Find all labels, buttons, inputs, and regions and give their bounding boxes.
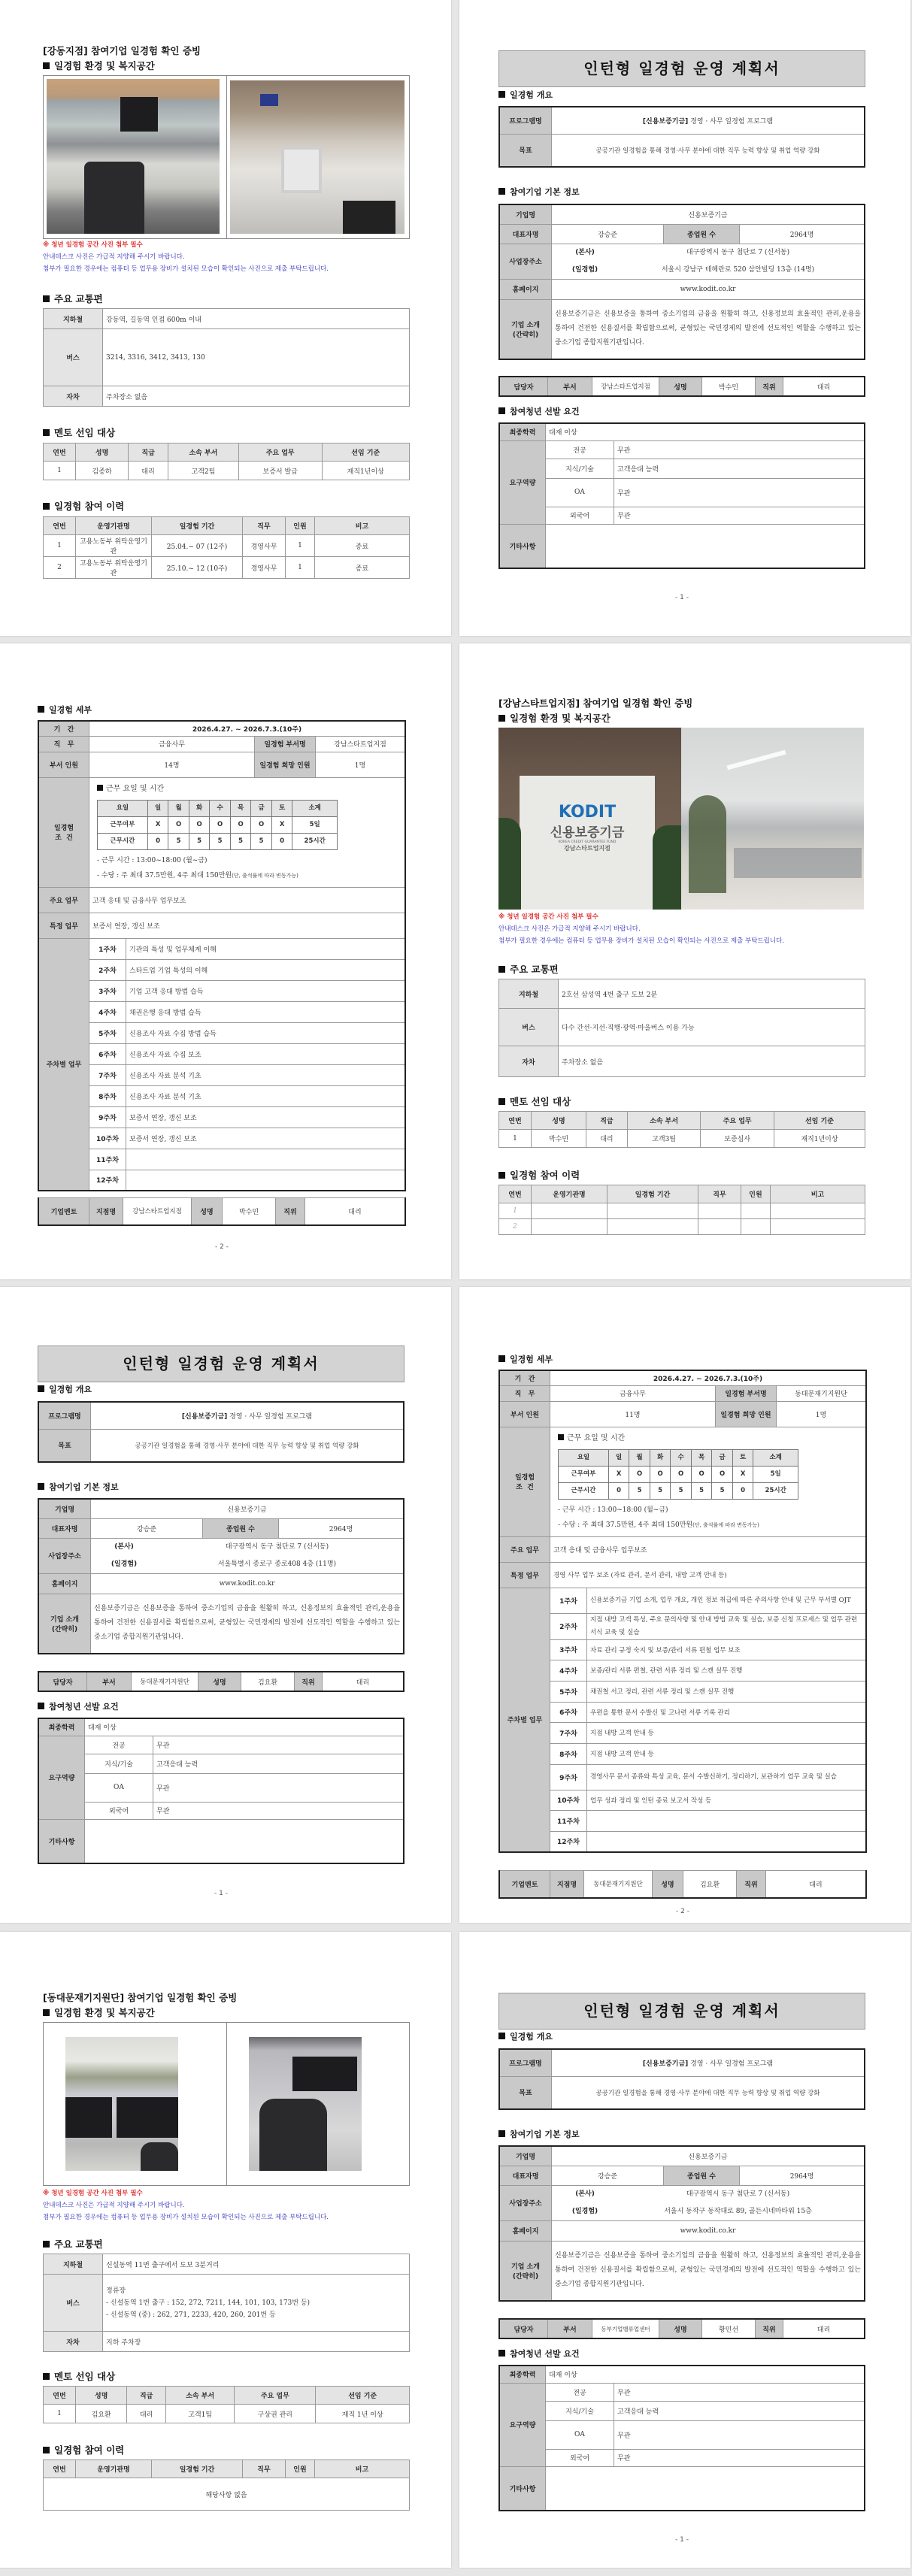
section-mentor: 멘토 선임 대상 xyxy=(43,2369,115,2383)
transport-table: 지하철 신설동역 11번 출구에서 도보 3분거리 버스 정류장 - 신설동역 1번 출구 : 152, 272, 7211, 144, 101, 103, 173번 등) - 신설동역 (중) : 262, 271, 2233, 420, 260, 201번 등 자차 지하 주차장 xyxy=(43,2254,410,2352)
table-row: 1 김종하 대리 고객2팀 보증서 발급 재직1년이상 xyxy=(44,462,410,480)
section-requirements: 참여청년 선발 요건 xyxy=(498,2347,580,2360)
schedule-table: 요일 일 월 화 수 목 금 토 소계 근무여부 X O O O O O X 5일 근무시간 0 5 5 5 5 5 0 25시간 xyxy=(558,1449,798,1500)
mentor-footer-table: 기업멘토 지점명 강남스타트업지점 성명 박수민 직위 대리 xyxy=(38,1197,406,1226)
company-table: 기업명 신용보증기금 대표자명 강승준 종업원 수 2964명 사업장주소 (본사) 대구광역시 동구 첨단로 7 (신서동) (일경험) 서울시 강남구 테헤란로 520 삼안빌딩 13층 (14명) 홈페이지 www.kodit.co.kr 기업 소개 (간략히) 신용보증기금은 신용보증을 통하여 중소기업의 금융을 원활히 하고, 신용정보의 효율적인 관리,운용을 통하여 건전한 신용질서를 확립함으로써, 균형있는 국민경제의 발전에 선도적인 역할을 수행하고 있는 중소기업 종합지원기관입니다. xyxy=(498,204,865,360)
photo-frame xyxy=(43,75,410,239)
office-chair-photo xyxy=(249,2037,362,2171)
overview-table: 프로그램명 [신용보증기금] 경영 · 사무 일경험 프로그램 목표 공공기관 일경험을 통해 경영·사무 분야에 대한 직무 능력 향상 및 취업 역량 강화 xyxy=(498,2048,865,2110)
evidence-heading: [강남스타트업지점] 참여기업 일경험 확인 증빙 xyxy=(498,698,693,709)
table-row: 1 xyxy=(499,1203,865,1219)
table-row: 1 김요환 대리 고객1팀 구상권 관리 재직 1년 이상 xyxy=(44,2405,410,2423)
detail-table: 기 간 2026.4.27. ~ 2026.7.3.(10주) 직 무 금융사무 일경험 부서명 강남스타트업지점 부서 인원 14명 일경험 희망 인원 1명 일경험 조 건 근무 요일 및 시간 요일 일 월 화 수 목 금 토 소계 근무여부 X O O O O O X 5일 근무시간 0 5 5 5 5 5 0 25시간 - 근무 시간 : 13:00~18:00 (월~금) - 수당 : 주 최대 37.5만원, 4주 최대 150만원(단, 출석률에 따라 변동가능) 주요 업무 고객 응대 및 금융사무 업무보조 특정 업무 보증서 연장, 갱신 보조 주차별 업무 1주차 기관의 특성 및 업무체계 이해 2주차 스타트업 기업 특성의 이해 3주차 기업 고객 응대 방법 습득 4주차 채권은행 응대 방법 습득 5주차 신용조사 자료 수집 방법 습득 6주차 신용조사 자료 수집 보조 7주차 신용조사 자료 분석 기초 8주차 신용조사 자료 분석 기초 9주차 보증서 연장, 갱신 보조 10주차 보증서 연장, 갱신 보조 11주차 12주차 xyxy=(38,720,406,1191)
office-monitors-photo xyxy=(65,2037,178,2171)
table-row: 1 박수민 대리 고객3팀 보증심사 재직1년이상 xyxy=(499,1130,865,1148)
page-gangnam-evidence xyxy=(459,643,910,1279)
section-company: 참여기업 기본 정보 xyxy=(498,186,580,198)
photo-notes: ※ 청년 일경험 공간 사진 첨부 필수 안내데스크 사진은 가급적 지양해 주시기 바랍니다. 첨부가 필요한 경우에는 컴퓨터 등 업무용 장비가 설치된 모습이 확인되는 사진으로 제출 부탁드립니다. xyxy=(43,2190,329,2221)
page-number: - 1 - xyxy=(675,2536,689,2544)
section-company: 참여기업 기본 정보 xyxy=(38,1481,119,1493)
requirements-table: 최종학력 대재 이상 요구역량 전공 무관 지식/기술 고객응대 능력 OA 무관 외국어 무관 기타사항 xyxy=(498,422,865,569)
table-row: 1 고용노동부 위탁운영기관 25.04.~ 07 (12주) 경영사무 1 종료 xyxy=(44,535,410,557)
photo-notes: ※ 청년 일경험 공간 사진 첨부 필수 안내데스크 사진은 가급적 지양해 주시기 바랍니다. 첨부가 필요한 경우에는 컴퓨터 등 업무용 장비가 설치된 모습이 확인되는 사진으로 제출 부탁드립니다. xyxy=(498,913,784,945)
mentor-table: 연번 성명 직급 소속 부서 주요 업무 선임 기준 1 김요환 대리 고객1팀 구상권 관리 재직 1년 이상 xyxy=(43,2386,410,2423)
overview-table: 프로그램명 [신용보증기금] 경영 · 사무 일경험 프로그램 목표 공공기관 일경험을 통해 경영·사무 분야에 대한 직무 능력 향상 및 취업 역량 강화 xyxy=(498,106,865,168)
section-environment: 일경험 환경 및 복지공간 xyxy=(43,2005,155,2019)
section-mentor: 멘토 선임 대상 xyxy=(498,1094,571,1108)
page-gangnam-detail xyxy=(0,643,451,1279)
mentor-table: 연번 성명 직급 소속 부서 주요 업무 선임 기준 1 김종하 대리 고객2팀 보증서 발급 재직1년이상 xyxy=(43,443,410,480)
section-detail: 일경험 세부 xyxy=(38,704,92,716)
overview-table: 프로그램명 [신용보증기금] 경영 · 사무 일경험 프로그램 목표 공공기관 일경험을 통해 경영·사무 분야에 대한 직무 능력 향상 및 취업 역량 강화 xyxy=(38,1401,404,1463)
page-number: - 1 - xyxy=(214,1890,228,1897)
contact-table: 담당자 부서 강남스타트업지점 성명 박수민 직위 대리 xyxy=(498,376,865,397)
company-table: 기업명 신용보증기금 대표자명 강승준 종업원 수 2964명 사업장주소 (본사) 대구광역시 동구 첨단로 7 (신서동) (일경험) 서울특별시 종로구 종로408 4층 (11명) 홈페이지 www.kodit.co.kr 기업 소개 (간략히) 신용보증기금은 신용보증을 통하여 중소기업의 금융을 원활히 하고, 신용정보의 효율적인 관리,운용을 통하여 건전한 신용질서를 확립함으로써, 균형있는 국민경제의 발전에 선도적인 역할을 수행하고 있는 중소기업 종합지원기관입니다. xyxy=(38,1498,404,1654)
section-requirements: 참여청년 선발 요건 xyxy=(38,1700,119,1712)
photo-frame xyxy=(43,2022,410,2186)
page-title: 인턴형 일경험 운영 계획서 xyxy=(38,1346,404,1382)
section-overview: 일경험 개요 xyxy=(498,2030,553,2042)
page-title: 인턴형 일경험 운영 계획서 xyxy=(498,1993,865,2030)
section-transport: 주요 교통편 xyxy=(43,2237,103,2251)
company-table: 기업명 신용보증기금 대표자명 강승준 종업원 수 2964명 사업장주소 (본사) 대구광역시 동구 첨단로 7 (신서동) (일경험) 서울시 동작구 동작대로 89, 골든시네마타워 15층 홈페이지 www.kodit.co.kr 기업 소개 (간략히) 신용보증기금은 신용보증을 통하여 중소기업의 금융을 원활히 하고, 신용정보의 효율적인 관리,운용을 통하여 건전한 신용질서를 확립함으로써, 균형있는 국민경제의 발전에 선도적인 역할을 수행하고 있는 중소기업 종합지원기관입니다. xyxy=(498,2145,865,2302)
page-dongdaemun-evidence xyxy=(0,1932,451,2568)
office-floor-photo xyxy=(681,728,864,910)
section-company: 참여기업 기본 정보 xyxy=(498,2128,580,2140)
requirements-table: 최종학력 대재 이상 요구역량 전공 무관 지식/기술 고객응대 능력 OA 무관 외국어 무관 기타사항 xyxy=(498,2365,865,2511)
section-overview: 일경험 개요 xyxy=(498,89,553,101)
schedule-table: 요일 일 월 화 수 목 금 토 소계 근무여부 X O O O O O X 5일 근무시간 0 5 5 5 5 5 0 25시간 xyxy=(97,800,338,850)
section-history: 일경험 참여 이력 xyxy=(43,2443,124,2456)
table-row: 2 고용노동부 위탁운영기관 25.10.~ 12 (10주) 경영사무 1 종료 xyxy=(44,557,410,579)
section-history: 일경험 참여 이력 xyxy=(498,1168,580,1182)
section-transport: 주요 교통편 xyxy=(43,292,103,305)
section-environment: 일경험 환경 및 복지공간 xyxy=(43,59,155,72)
photo-notes: ※ 청년 일경험 공간 사진 첨부 필수 안내데스크 사진은 가급적 지양해 주시기 바랍니다. 첨부가 필요한 경우에는 컴퓨터 등 업무용 장비가 설치된 모습이 확인되는 사진으로 제출 부탁드립니다. xyxy=(43,241,329,273)
detail-table: 기 간 2026.4.27. ~ 2026.7.3.(10주) 직 무 금융사무 일경험 부서명 동대문재기지원단 부서 인원 11명 일경험 희망 인원 1명 일경험 조 건 근무 요일 및 시간 요일 일 월 화 수 목 금 토 소계 근무여부 X O O O O O X 5일 근무시간 0 5 5 5 5 5 0 25시간 - 근무 시간 : 13:00~18:00 (월~금) - 수당 : 주 최대 37.5만원, 4주 최대 150만원(단, 출석률에 따라 변동가능) 주요 업무 고객 응대 및 금융사무 업무보조 특정 업무 경영 사무 업무 보조 (자료 관리, 문서 관리, 내방 고객 안내 등) 주차별 업무 1주차 신용보증기금 기업 소개, 업무 개요, 개인 정보 취급에 따른 주의사항 안내 및 근무 부서별 OJT 2주차 지점 내방 고객 특성, 주요 문의사항 및 안내 방법 교육 및 실습, 보증 신청 프로세스 및 업무 관련 서식 교육 및 실습 3주차 자료 관리 규정 숙지 및 보증/관리 서류 편철 업무 보조 4주차 보증/관리 서류 편철, 관련 서류 정리 및 스캔 실무 진행 5주차 채권철 서고 정리, 관련 서류 정리 및 스캔 실무 진행 6주차 우편을 통한 문서 수발신 및 고나련 서류 기록 관리 7주차 지점 내방 고객 안내 등 8주차 지점 내방 고객 안내 등 9주차 경영사무 문서 종류와 특성 교육, 문서 수발신하기, 정리하기, 보관하기 업무 교육 및 실습 10주차 업무 성과 정리 및 인턴 종료 보고서 작성 등 11주차 12주차 xyxy=(498,1370,867,1853)
office-counter-photo xyxy=(230,80,404,234)
page-number: - 2 - xyxy=(676,1908,689,1915)
page-gangnam-plan xyxy=(459,0,910,636)
section-requirements: 참여청년 선발 요건 xyxy=(498,405,580,417)
section-environment: 일경험 환경 및 복지공간 xyxy=(498,711,611,725)
section-overview: 일경험 개요 xyxy=(38,1383,92,1395)
page-number: - 1 - xyxy=(675,594,689,601)
section-transport: 주요 교통편 xyxy=(498,962,559,976)
page-dongbu-plan xyxy=(459,1932,910,2568)
history-table: 연번 운영기관명 일경험 기간 직무 인원 비고 해당사항 없음 xyxy=(43,2459,410,2511)
section-history: 일경험 참여 이력 xyxy=(43,499,124,513)
page-dongdaemun-plan xyxy=(0,1287,451,1923)
table-row: 해당사항 없음 xyxy=(44,2478,410,2511)
mentor-footer-table: 기업멘토 지점명 동대문재기지원단 성명 김요환 직위 대리 xyxy=(498,1870,867,1899)
evidence-heading: [동대문재기지원단] 참여기업 일경험 확인 증빙 xyxy=(43,1992,238,2003)
office-desk-photo xyxy=(47,79,220,234)
table-row: 2 xyxy=(499,1219,865,1235)
page-number: - 2 - xyxy=(215,1243,229,1251)
history-table: 연번 운영기관명 일경험 기간 직무 인원 비고 1 2 xyxy=(498,1185,865,1235)
page-dongdaemun-detail xyxy=(459,1287,910,1923)
kodit-sign-photo: KODIT 신용보증기금 KOREA CREDIT GUARANTEE FUND 강남스타트업지점 xyxy=(498,728,681,910)
evidence-heading: [강동지점] 참여기업 일경험 확인 증빙 xyxy=(43,45,201,56)
page-gangdong-evidence xyxy=(0,0,451,636)
transport-table: 지하철 강동역, 길동역 인접 600m 이내 버스 3214, 3316, 3412, 3413, 130 자차 주차장소 없음 xyxy=(43,308,410,407)
history-table: 연번 운영기관명 일경험 기간 직무 인원 비고 1 고용노동부 위탁운영기관 25.04.~ 07 (12주) 경영사무 1 종료 2 고용노동부 위탁운영기관 25.10.~ 12 (10주) 경영사무 1 종료 xyxy=(43,516,410,579)
requirements-table: 최종학력 대재 이상 요구역량 전공 무관 지식/기술 고객응대 능력 OA 무관 외국어 무관 기타사항 xyxy=(38,1718,404,1864)
section-detail: 일경험 세부 xyxy=(498,1353,553,1365)
transport-table: 지하철 2호선 삼성역 4번 출구 도보 2분 버스 다수 간선·지선·직행·광역·마을버스 이용 가능 자차 주차장소 없음 xyxy=(498,979,865,1077)
page-title: 인턴형 일경험 운영 계획서 xyxy=(498,50,865,87)
photo-frame xyxy=(498,728,864,910)
contact-table: 담당자 부서 동대문재기지원단 성명 김요환 직위 대리 xyxy=(38,1671,404,1692)
section-mentor: 멘토 선임 대상 xyxy=(43,425,115,439)
contact-table: 담당자 부서 동부기업밸류업센터 성명 황민선 직위 대리 xyxy=(498,2318,865,2339)
mentor-table: 연번 성명 직급 소속 부서 주요 업무 선임 기준 1 박수민 대리 고객3팀 보증심사 재직1년이상 xyxy=(498,1111,865,1148)
